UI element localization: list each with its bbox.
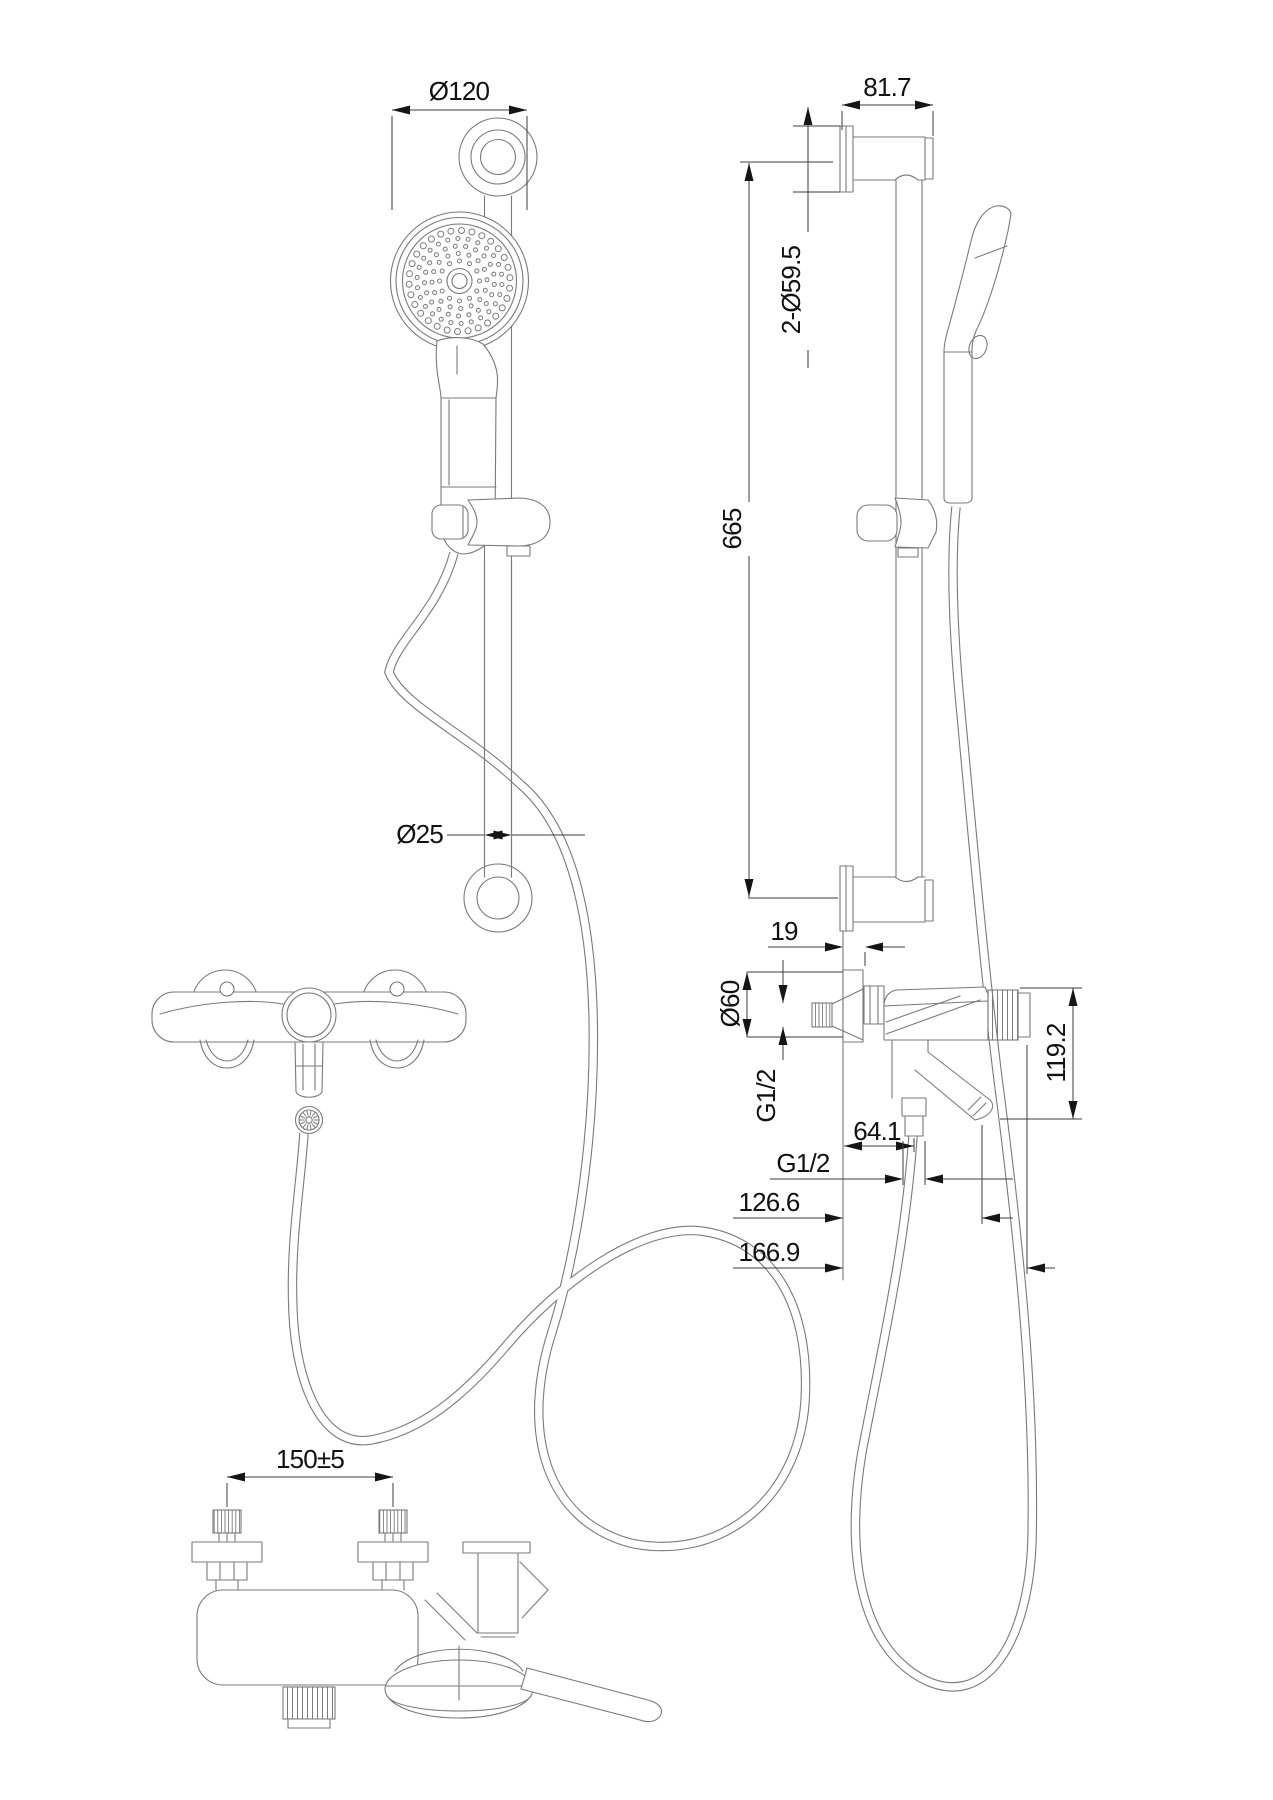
- mixer-body-side: [884, 987, 988, 1040]
- knurled-knob-side: [988, 990, 1030, 1040]
- handshower-side: [944, 206, 1011, 503]
- spout-aerator-front: [296, 1107, 323, 1134]
- view-front-mixer: [152, 970, 466, 1134]
- dim-label-hose-offset: 64.1: [853, 1116, 901, 1146]
- dim-label-head-diameter: Ø120: [428, 76, 490, 106]
- dim-label-wall-plate: 19: [770, 916, 798, 946]
- hose-front: [292, 553, 805, 1546]
- dim-wall-plate: [768, 916, 905, 966]
- dim-label-spout-reach: 126.6: [738, 1187, 800, 1217]
- mixer-column-front: [295, 1042, 323, 1097]
- dim-label-flange-diameter: 2-Ø59.5: [776, 245, 806, 335]
- view-top-mixer: [192, 1444, 662, 1728]
- dim-label-body-height: 119.2: [1041, 1023, 1071, 1083]
- spout-top: [425, 1542, 548, 1640]
- temperature-ring-front: [282, 988, 336, 1042]
- dim-hose-thread: [770, 1141, 1013, 1185]
- shower-head: [391, 212, 529, 350]
- wall-bracket-top-side: [840, 126, 933, 192]
- escutcheon-side: [843, 970, 863, 1042]
- dim-label-inlet-spacing: 150±5: [275, 1444, 345, 1474]
- dim-label-bar-length: 665: [717, 508, 747, 550]
- bottom-bracket-front: [464, 864, 532, 932]
- knurled-knob-top: [283, 1687, 335, 1728]
- hose-side: [855, 507, 1032, 1687]
- lever-handle-top: [521, 1668, 662, 1722]
- dim-label-handle-reach: 166.9: [738, 1237, 800, 1267]
- hose-nut-side: [902, 1098, 926, 1136]
- inlet-right-top: [358, 1510, 428, 1590]
- mixer-body-top: [197, 1590, 418, 1685]
- dim-label-escutcheon: Ø60: [715, 980, 745, 1028]
- view-side-rail: [717, 72, 1032, 1687]
- slide-bar-front-over: [485, 560, 512, 877]
- view-front-rail: [292, 76, 805, 1546]
- dim-bracket-depth: [842, 72, 933, 136]
- dim-inlet-spacing: [227, 1444, 393, 1507]
- dim-label-bar-diameter: Ø25: [396, 819, 443, 849]
- wall-bracket-bottom-side: [840, 866, 933, 931]
- slider-holder-side: [857, 498, 937, 557]
- hex-nut-side: [864, 986, 884, 1024]
- inlet-left-top: [192, 1510, 262, 1590]
- dim-label-hose-thread: G1/2: [776, 1148, 830, 1178]
- dim-label-inlet-thread: G1/2: [751, 1069, 781, 1123]
- top-bracket-front: [459, 118, 537, 196]
- dim-flange-diameter: [776, 107, 840, 368]
- dim-label-bracket-depth: 81.7: [863, 72, 911, 102]
- dim-inlet-thread: [751, 960, 788, 1123]
